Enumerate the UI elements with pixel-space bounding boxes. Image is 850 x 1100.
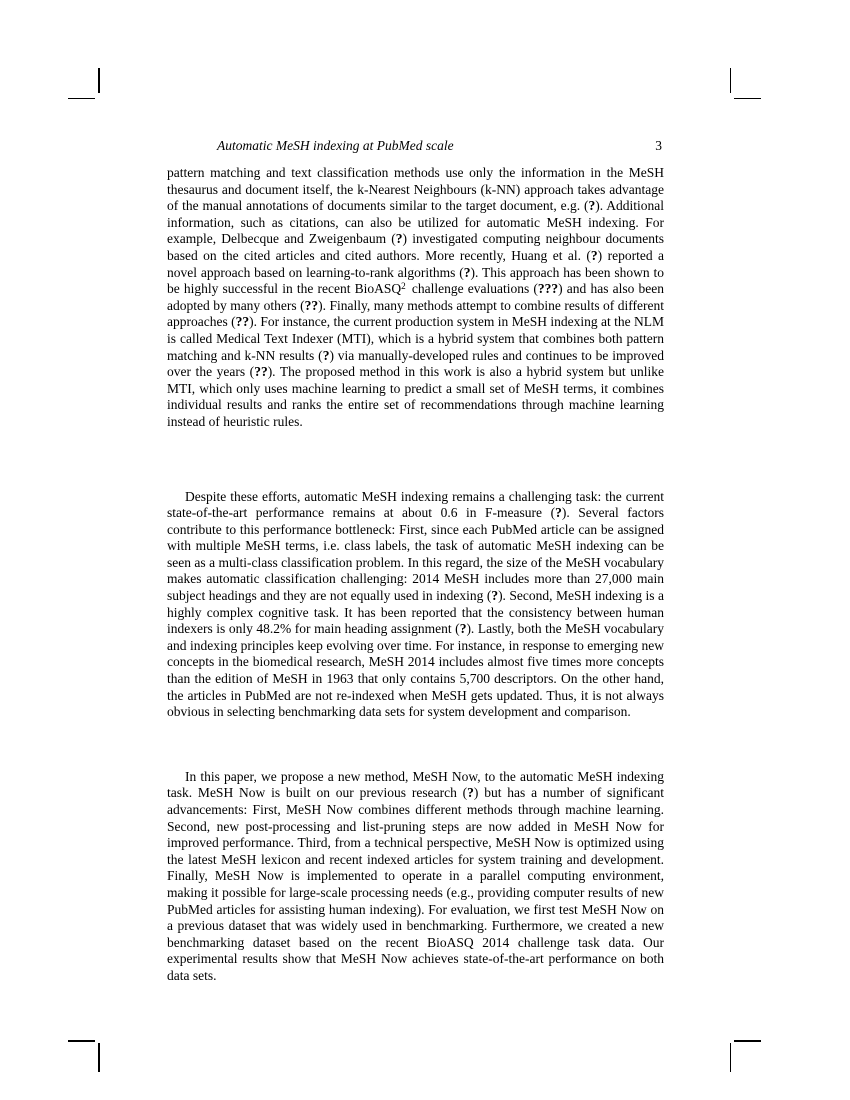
running-head [167,138,664,153]
crop-mark-top-left-horizontal [68,98,95,100]
unresolved-citation-marker: ? [491,588,499,604]
text-column [167,138,664,985]
unresolved-citation-marker: ? [588,198,596,214]
crop-mark-top-left-vertical [98,68,100,93]
unresolved-citation-marker: ? [467,785,474,801]
unresolved-citation-marker: ?? [235,314,250,330]
unresolved-citation-marker: ? [322,347,330,363]
crop-mark-bottom-left-horizontal [68,1040,95,1042]
paragraph: In this paper, we propose a new method, MeSH Now, to the automatic MeSH indexing task. MeSH Now is built on our previous research (?) but has a number of significant advancements: First, MeSH Now combines different methods through machine learning. Second, new post-processing and list-pruning steps are now added in MeSH Now for improved performance. Third, from a technical perspective, MeSH Now is optimized using the latest MeSH lexicon and recent indexed articles for system training and development. Finally, MeSH Now is implemented to operate in a parallel computing environment, making it possible for large-scale processing needs (e.g., providing computer results of new PubMed articles for assisting human indexing). For evaluation, we first test MeSH Now on a previous dataset that was widely used in benchmarking. Furthermore, we created a new benchmarking dataset based on the recent BioASQ 2014 challenge task data. Our experimental results show that MeSH Now achieves state-of-the-art performance on both data sets. [167,768,664,983]
running-head-title: Automatic MeSH indexing at PubMed scale [217,138,454,153]
body-text [167,165,664,985]
footnote-marker: 2 [401,280,406,291]
unresolved-citation-marker: ?? [304,297,319,313]
unresolved-citation-marker: ? [463,264,471,280]
crop-mark-top-right-horizontal [734,98,761,100]
crop-mark-top-right-vertical [730,68,732,93]
crop-mark-bottom-left-vertical [98,1043,100,1072]
unresolved-citation-marker: ? [395,231,403,247]
paragraph: Despite these efforts, automatic MeSH indexing remains a challenging task: the current state-of-the-art performance remains at about 0.6 in F-measure (?). Several factors contribute to this performance bottleneck: First, since each PubMed article can be assigned with multiple MeSH terms, i.e. class labels, the task of automatic MeSH indexing can be seen as a multi-class classification problem. In this regard, the size of the MeSH vocabulary makes automatic classification challenging: 2014 MeSH includes more than 27,000 main subject headings and they are not equally used in indexing (?). Second, MeSH indexing is a highly complex cognitive task. It has been reported that the consistency between human indexers is only 48.2% for main heading assignment (?). Lastly, both the MeSH vocabulary and indexing principles keep evolving over time. For instance, in response to emerging new concepts in the biomedical research, MeSH 2014 includes almost five times more concepts than the edition of MeSH in 1963 that only contains 5,700 descriptors. On the other hand, the articles in PubMed are not re-indexed when MeSH gets updated. Thus, it is not always obvious in selecting benchmarking data sets for system development and comparison. [167,488,664,720]
crop-mark-bottom-right-vertical [730,1043,732,1072]
paragraph: pattern matching and text classification methods use only the information in the MeSH thesaurus and document itself, the k-Nearest Neighbours (k-NN) approach takes advantage of the manual annotations of documents similar to the target document, e.g. (?). Additional information, such as citations, can also be utilized for automatic MeSH indexing. For example, Delbecque and Zweigenbaum (?) investigated computing neighbour documents based on the cited articles and cited authors. More recently, Huang et al. (?) reported a novel approach based on learning-to-rank algorithms (?). This approach has been shown to be highly successful in the recent BioASQ$^2$ challenge evaluations (???) and has also been adopted by many others (??). Finally, many methods attempt to combine results of different approaches (??). For instance, the current production system in MeSH indexing at the NLM is called Medical Text Indexer (MTI), which is a hybrid system that combines both pattern matching and k-NN results (?) via manually-developed rules and continues to be improved over the years (??). The proposed method in this work is also a hybrid system but unlike MTI, which only uses machine learning to predict a small set of MeSH terms, it combines individual results and ranks the entire set of recommendations through machine learning instead of heuristic rules. [167,165,665,429]
unresolved-citation-marker: ? [459,621,467,637]
unresolved-citation-marker: ? [555,505,562,521]
page-number: 3 [655,138,662,153]
unresolved-citation-marker: ??? [537,281,559,297]
unresolved-citation-marker: ? [590,247,598,263]
crop-mark-bottom-right-horizontal [734,1040,761,1042]
unresolved-citation-marker: ?? [254,364,268,380]
